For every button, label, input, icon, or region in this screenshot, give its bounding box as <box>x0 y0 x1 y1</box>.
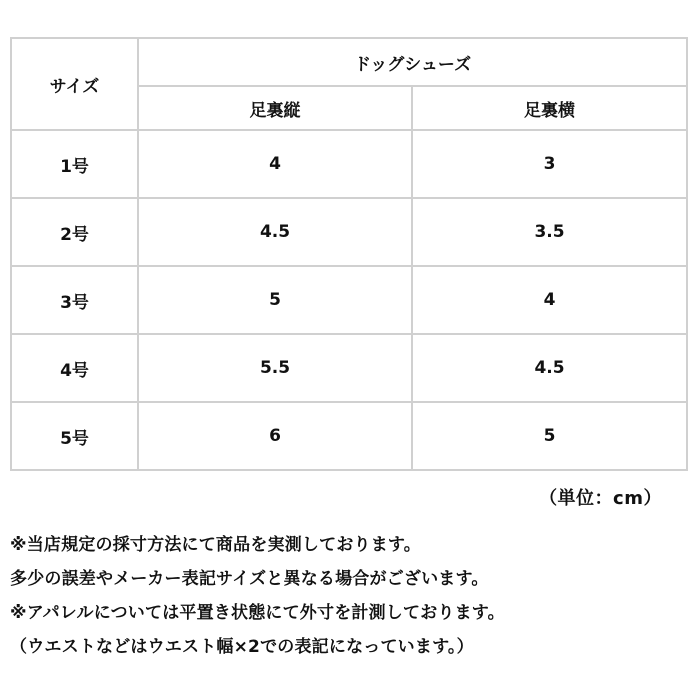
table-row <box>11 334 687 402</box>
note-line: ※当店規定の採寸方法にて商品を実測しております。 <box>10 535 421 555</box>
table-row <box>11 198 687 266</box>
sole-width-cell: 3 <box>412 130 687 198</box>
size-cell: 2号 <box>11 198 138 266</box>
table-row <box>11 266 687 334</box>
unit-label: （単位：cm） <box>539 488 662 509</box>
sole-length-cell: 4.5 <box>138 198 412 266</box>
sole-length-cell: 6 <box>138 402 412 470</box>
sole-length-cell: 4 <box>138 130 412 198</box>
note-line: 多少の誤差やメーカー表記サイズと異なる場合がございます。 <box>10 569 489 589</box>
sole-width-cell: 5 <box>412 402 687 470</box>
size-cell: 1号 <box>11 130 138 198</box>
sole-width-cell: 3.5 <box>412 198 687 266</box>
sole-length-header: 足裏縦 <box>138 86 412 130</box>
size-cell: 3号 <box>11 266 138 334</box>
sole-width-header: 足裏横 <box>412 86 687 130</box>
table-row <box>11 402 687 470</box>
table-row <box>11 130 687 198</box>
sole-length-cell: 5.5 <box>138 334 412 402</box>
size-cell: 4号 <box>11 334 138 402</box>
size-cell: 5号 <box>11 402 138 470</box>
size-chart-table <box>10 37 688 471</box>
sole-width-cell: 4 <box>412 266 687 334</box>
measurement-notes <box>10 528 690 664</box>
sole-length-cell: 5 <box>138 266 412 334</box>
size-column-header: サイズ <box>11 38 138 130</box>
dog-shoes-group-header: ドッグシューズ <box>138 38 687 86</box>
table-header-row <box>11 38 687 86</box>
sole-width-cell: 4.5 <box>412 334 687 402</box>
note-line: （ウエストなどはウエスト幅×2での表記になっています。） <box>10 637 474 657</box>
note-line: ※アパレルについては平置き状態にて外寸を計測しております。 <box>10 603 505 623</box>
